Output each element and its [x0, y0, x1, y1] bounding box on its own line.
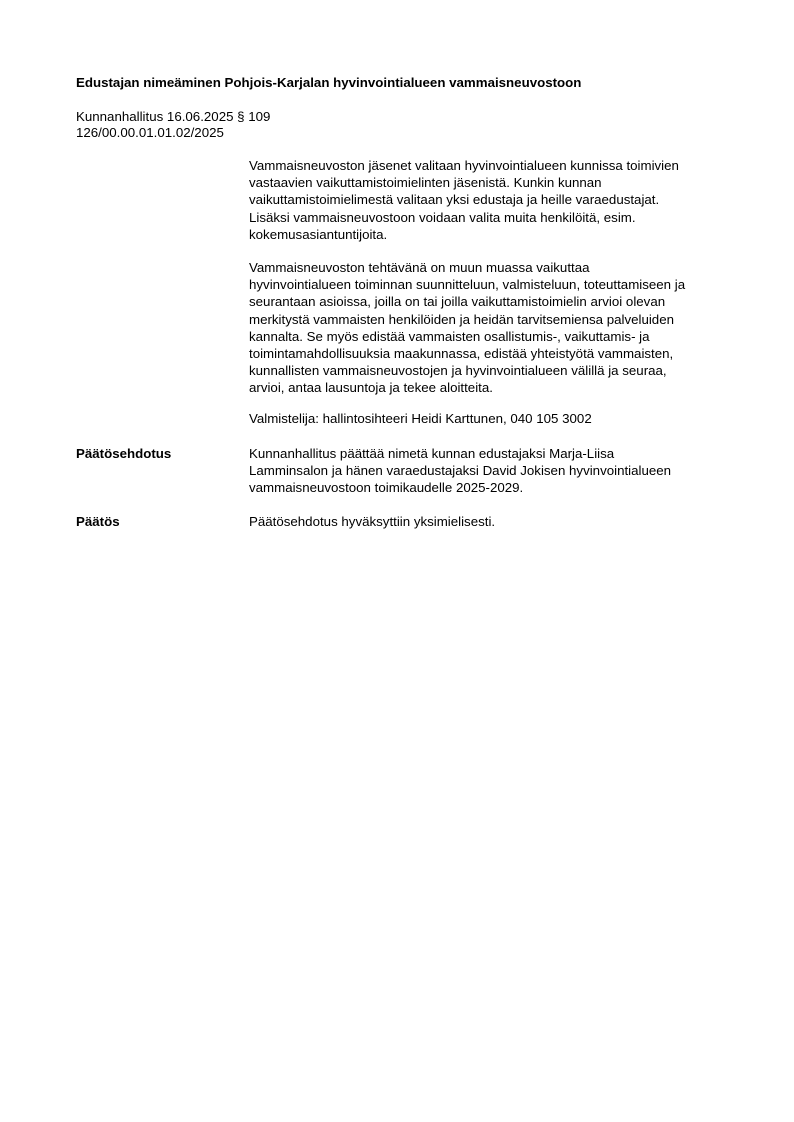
description-paragraph-2 — [249, 259, 739, 397]
text-line: seurantaan asioissa, joilla on tai joilla vaikuttamistoimielin arvioi olevan — [249, 294, 666, 310]
meeting-info — [76, 109, 270, 141]
text-line: vastaavien vaikuttamistoimielinten jäsenistä. Kunkin kunnan — [249, 175, 602, 191]
text-line: Lamminsalon ja hänen varaedustajaksi David Jokisen hyvinvointialueen — [249, 463, 672, 479]
text-line: vammaisneuvostoon toimikaudelle 2025-2029. — [249, 480, 524, 496]
text-line: kannalta. Se myös edistää vammaisten osallistumis-, vaikuttamis- ja — [249, 328, 650, 344]
text-line: Lisäksi vammaisneuvostoon voidaan valita muita henkilöitä, esim. — [249, 209, 636, 225]
text-line: Vammaisneuvoston jäsenet valitaan hyvinvointialueen kunnissa toimivien — [249, 158, 679, 173]
decision-line: Päätösehdotus hyväksyttiin yksimielisesti. — [249, 514, 496, 529]
text-line: kokemusasiantuntijoita. — [249, 226, 388, 242]
text-line: Vammaisneuvoston tehtävänä on muun muassa vaikuttaa — [249, 260, 590, 275]
preparer-line — [249, 410, 739, 427]
proposal-label: Päätösehdotus — [76, 446, 172, 461]
text-line: Kunnanhallitus päättää nimetä kunnan edustajaksi Marja-Liisa — [249, 446, 615, 461]
description-paragraph-1 — [249, 157, 739, 243]
document-title: Edustajan nimeäminen Pohjois-Karjalan hyvinvointialueen vammaisneuvostoon — [76, 75, 582, 90]
preparer-text: Valmistelija: hallintosihteeri Heidi Karttunen, 040 105 3002 — [249, 411, 592, 426]
decision-text — [249, 513, 739, 530]
text-line: vaikuttamistoimielimestä valitaan yksi edustaja ja heille varaedustajat. — [249, 192, 660, 208]
proposal-text — [249, 445, 739, 497]
text-line: kunnallisten vammaisneuvostojen ja hyvinvointialueen välillä ja seuraa, — [249, 363, 667, 379]
text-line: merkitystä vammaisten henkilöiden ja heidän tarvitsemiensa palveluiden — [249, 311, 674, 327]
text-line: arvioi, antaa lausuntoja ja tekee aloitteita. — [249, 380, 493, 396]
case-number: 126/00.00.01.01.02/2025 — [76, 125, 224, 140]
text-line: toimintamahdollisuuksia maakunnassa, edistää yhteistyötä vammaisten, — [249, 346, 674, 362]
decision-label: Päätös — [76, 514, 120, 529]
meeting-reference: Kunnanhallitus 16.06.2025 § 109 — [76, 109, 271, 124]
text-line: hyvinvointialueen toiminnan suunnitteluun, valmisteluun, toteuttamiseen ja — [249, 277, 686, 293]
